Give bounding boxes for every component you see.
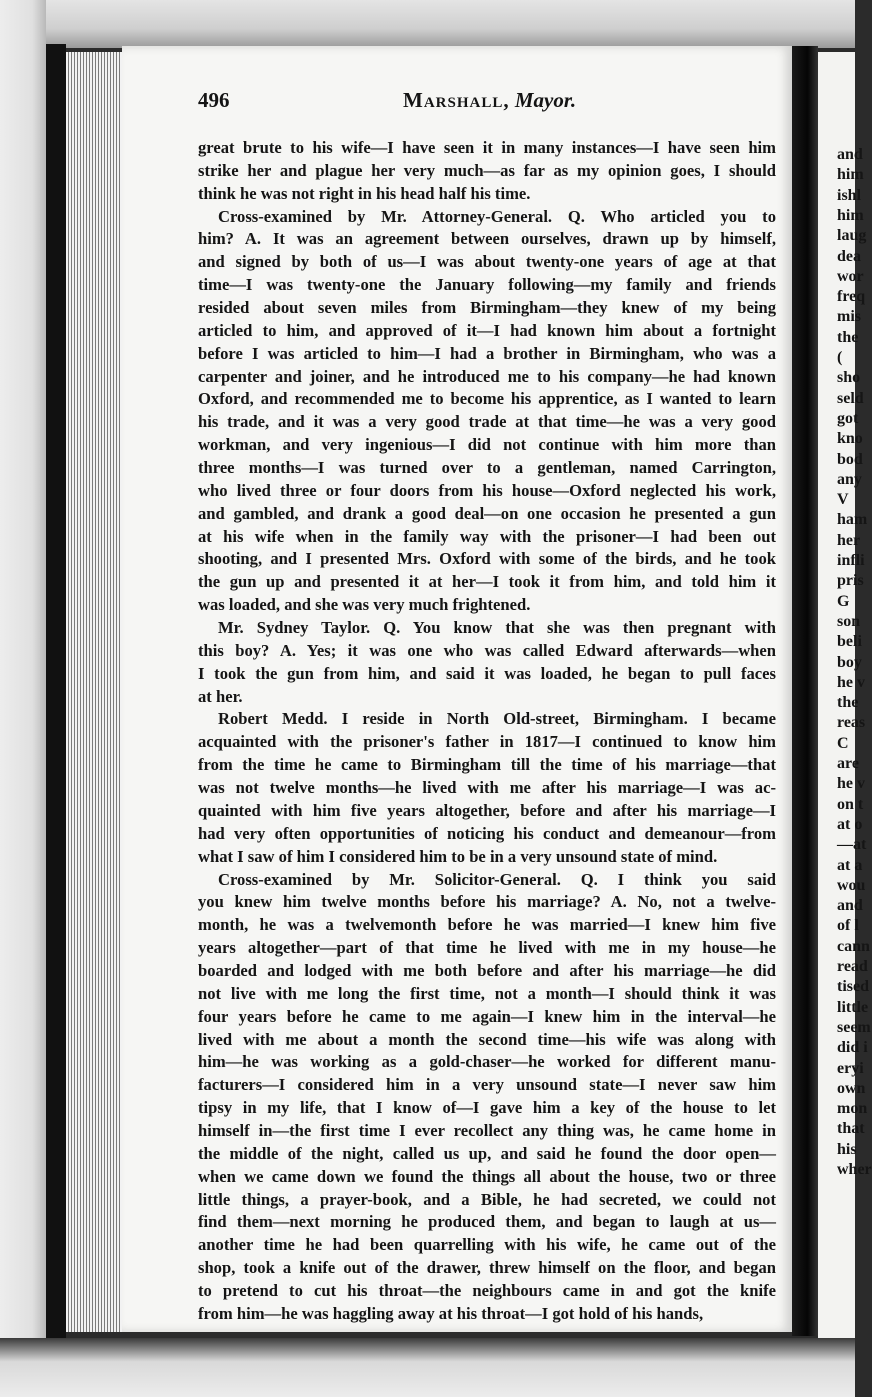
text-line: tipsy in my life, that I know of—I gave him a key of the house to let bbox=[198, 1098, 776, 1118]
text-line: you knew him twelve months before his marriage? A. No, not a twelve- bbox=[198, 892, 776, 912]
paragraph bbox=[198, 206, 776, 617]
facing-page-fragment: kno bbox=[837, 430, 863, 448]
facing-page-fragment: he v bbox=[837, 673, 865, 691]
facing-page-fragment: he v bbox=[837, 775, 865, 793]
text-line: was not twelve months—he lived with me after his marriage—I was ac- bbox=[198, 778, 776, 798]
text-line: before I was articled to him—I had a brother in Birmingham, who was a bbox=[198, 343, 776, 363]
facing-page-fragment: seem bbox=[837, 1018, 871, 1036]
book-cover-edge bbox=[46, 44, 66, 1340]
text-line: resided about seven miles from Birmingham—they knew of my being bbox=[198, 298, 776, 318]
text-line: shop, took a knife out of the drawer, threw himself on the floor, and began bbox=[198, 1258, 776, 1278]
header-name: Marshall, bbox=[403, 88, 510, 112]
facing-page-fragment: mis bbox=[837, 308, 861, 326]
facing-page-fragment: him bbox=[837, 206, 864, 224]
text-line: his trade, and it was a very good trade at that time—he was a very good bbox=[198, 412, 776, 432]
text-line: him? A. It was an agreement between ourselves, drawn up by himself, bbox=[198, 229, 776, 249]
text-line: four years before he came to me again—I knew him in the interval—he bbox=[198, 1006, 776, 1026]
facing-page-fragment: any bbox=[837, 470, 862, 488]
facing-page-fragment: at a bbox=[837, 856, 863, 874]
text-line: was loaded, and she was very much frightened. bbox=[198, 595, 531, 615]
page-body-text bbox=[198, 137, 776, 1326]
text-line: at her. bbox=[198, 686, 243, 706]
facing-page-fragment: wher bbox=[837, 1161, 872, 1178]
facing-page-fragment: bod bbox=[837, 450, 863, 468]
text-line: Cross-examined by Mr. Solicitor-General. Q. I think you said bbox=[218, 869, 776, 889]
facing-page-fragment: infli bbox=[837, 552, 865, 569]
text-line: lived with me about a month the second time—his wife was along with bbox=[198, 1029, 776, 1049]
text-line: when we came down we found the things all about the house, two or three bbox=[198, 1166, 776, 1186]
text-line: had very often opportunities of noticing his conduct and demeanour—from bbox=[198, 823, 776, 843]
text-line: I took the gun from him, and said it was loaded, he began to pull faces bbox=[198, 663, 776, 683]
text-line: Cross-examined by Mr. Attorney-General. Q. Who articled you to bbox=[218, 206, 776, 226]
text-line: from the time he came to Birmingham till the time of his marriage—that bbox=[198, 755, 776, 775]
text-line: the middle of the night, called us up, and said he found the door open— bbox=[198, 1143, 776, 1163]
text-line: at his wife when in the family way with the prisoner—I had been out bbox=[198, 526, 776, 546]
facing-page-fragment: at o bbox=[837, 815, 863, 833]
facing-page-edge bbox=[818, 52, 872, 1342]
facing-page-fragment: got bbox=[837, 409, 859, 427]
text-line: three months—I was turned over to a gentleman, named Carrington, bbox=[198, 458, 776, 478]
text-line: find them—next morning he produced them, and began to laugh at us— bbox=[198, 1212, 776, 1232]
facing-page-fragment: that bbox=[837, 1120, 865, 1138]
page-stack-edges bbox=[66, 52, 122, 1332]
text-line: who lived three or four doors from his house—Oxford neglected his work, bbox=[198, 480, 776, 500]
facing-page-fragment: wou bbox=[837, 876, 866, 894]
facing-page-fragment: read bbox=[837, 958, 868, 975]
text-line: shooting, and I presented Mrs. Oxford with some of the birds, and he took bbox=[198, 549, 776, 569]
facing-page-fragment: of l bbox=[837, 917, 859, 935]
text-line: the gun up and presented it at her—I took it from him, and told him it bbox=[198, 572, 776, 592]
text-line: acquainted with the prisoner's father in 1817—I continued to know him bbox=[198, 732, 776, 752]
text-line: and signed by both of us—I was about twenty-one years of age at that bbox=[198, 252, 776, 272]
text-line: from him—he was haggling away at his throat—I got hold of his hands, bbox=[198, 1303, 704, 1323]
page-number: 496 bbox=[198, 88, 230, 112]
scan-background-bottom bbox=[0, 1338, 855, 1397]
text-line: month, he was a twelvemonth before he was married—I knew him five bbox=[198, 915, 776, 935]
text-line: Robert Medd. I reside in North Old-street, Birmingham. I became bbox=[218, 709, 776, 729]
facing-page-fragment: on t bbox=[837, 795, 864, 813]
text-line: little things, a prayer-book, and a Bible, he had secreted, we could not bbox=[198, 1189, 776, 1209]
facing-page-fragment: pris bbox=[837, 572, 864, 590]
facing-page-fragment: ishl bbox=[837, 186, 862, 204]
facing-page-fragment: him bbox=[837, 166, 864, 184]
text-line: Oxford, and recommended me to become his apprentice, as I wanted to learn bbox=[198, 389, 776, 409]
text-line: carpenter and joiner, and he introduced me to his company—he had known bbox=[198, 366, 776, 386]
facing-page-fragment: sho bbox=[837, 369, 861, 387]
facing-page-fragment: little bbox=[837, 998, 869, 1016]
scan-background-top bbox=[0, 0, 855, 48]
facing-page-fragment: his bbox=[837, 1140, 857, 1158]
text-line: and gambled, and drank a good deal—on one occasion he presented a gun bbox=[198, 503, 776, 523]
facing-page-fragment: her bbox=[837, 531, 861, 549]
facing-page-fragment: eryi bbox=[837, 1059, 864, 1077]
facing-page-fragment: the bbox=[837, 694, 859, 712]
text-line: workman, and very ingenious—I did not continue with him more than bbox=[198, 435, 776, 455]
facing-page-fragment: freq bbox=[837, 288, 866, 306]
facing-page-fragment: tised bbox=[837, 978, 869, 996]
text-line: facturers—I considered him in a very unsound state—I never saw him bbox=[198, 1075, 776, 1095]
facing-page-fragment: wor bbox=[837, 267, 864, 285]
text-line: him—he was working as a gold-chaser—he worked for different manu- bbox=[198, 1052, 776, 1072]
facing-page-fragment: G bbox=[837, 592, 850, 610]
facing-page-fragment: son bbox=[837, 612, 861, 630]
facing-page-fragment: beli bbox=[837, 633, 862, 651]
text-line: strike her and plague her very much—as far as my opinion goes, I should bbox=[198, 160, 776, 180]
text-line: boarded and lodged with me both before and after his marriage—he did bbox=[198, 960, 776, 980]
facing-page-fragment: ham bbox=[837, 511, 868, 529]
text-line: to pretend to cut his throat—the neighbours came in and got the knife bbox=[198, 1280, 776, 1300]
text-line: years altogether—part of that time he lived with me in my house—he bbox=[198, 938, 776, 958]
facing-page-fragment: are bbox=[837, 755, 859, 772]
facing-page-fragment: laug bbox=[837, 227, 867, 245]
paragraph bbox=[198, 617, 776, 708]
text-line: articled to him, and approved of it—I had known him about a fortnight bbox=[198, 320, 776, 340]
facing-page-fragment: C bbox=[837, 734, 849, 752]
facing-page-fragment: V bbox=[837, 491, 849, 509]
facing-page-fragment: the bbox=[837, 328, 859, 346]
paragraph bbox=[198, 869, 776, 1326]
text-line: what I saw of him I considered him to be in a very unsound state of mind. bbox=[198, 846, 718, 866]
paragraph bbox=[198, 137, 776, 206]
facing-page-fragment: boy bbox=[837, 653, 862, 671]
page-header-title bbox=[403, 88, 576, 113]
text-line: quainted with him five years altogether, before and after his marriage—I bbox=[198, 800, 776, 820]
facing-page-fragment: cann bbox=[837, 937, 870, 955]
facing-page-fragment: mon bbox=[837, 1100, 868, 1118]
facing-page-fragment: ( bbox=[837, 349, 843, 366]
facing-page-fragment: and bbox=[837, 897, 863, 915]
facing-page-fragment: seld bbox=[837, 389, 864, 407]
paragraph bbox=[198, 708, 776, 868]
text-line: another time he had been quarrelling with his wife, he came out of the bbox=[198, 1235, 776, 1255]
text-line: time—I was twenty-one the January following—my family and friends bbox=[198, 275, 776, 295]
text-line: Mr. Sydney Taylor. Q. You know that she was then pregnant with bbox=[218, 618, 776, 638]
text-line: not live with me long the first time, not a month—I should think it was bbox=[198, 983, 776, 1003]
text-line: great brute to his wife—I have seen it in many instances—I have seen him bbox=[198, 138, 776, 157]
text-line: think he was not right in his head half his time. bbox=[198, 183, 531, 203]
facing-page-fragment: did i bbox=[837, 1039, 868, 1057]
text-line: this boy? A. Yes; it was one who was called Edward afterwards—when bbox=[198, 640, 776, 660]
facing-page-fragment: dea bbox=[837, 247, 861, 265]
facing-page-fragment: —at bbox=[837, 836, 867, 854]
book-gutter bbox=[792, 46, 818, 1336]
text-line: himself in—the first time I ever recollect any thing was, he came home in bbox=[198, 1120, 776, 1140]
header-role: Mayor. bbox=[514, 88, 577, 112]
facing-page-fragment: reas bbox=[837, 714, 866, 732]
facing-page-fragment: and bbox=[837, 146, 863, 163]
scan-background-left bbox=[0, 0, 46, 1397]
running-head bbox=[198, 88, 778, 118]
facing-page-fragment: own bbox=[837, 1079, 866, 1097]
